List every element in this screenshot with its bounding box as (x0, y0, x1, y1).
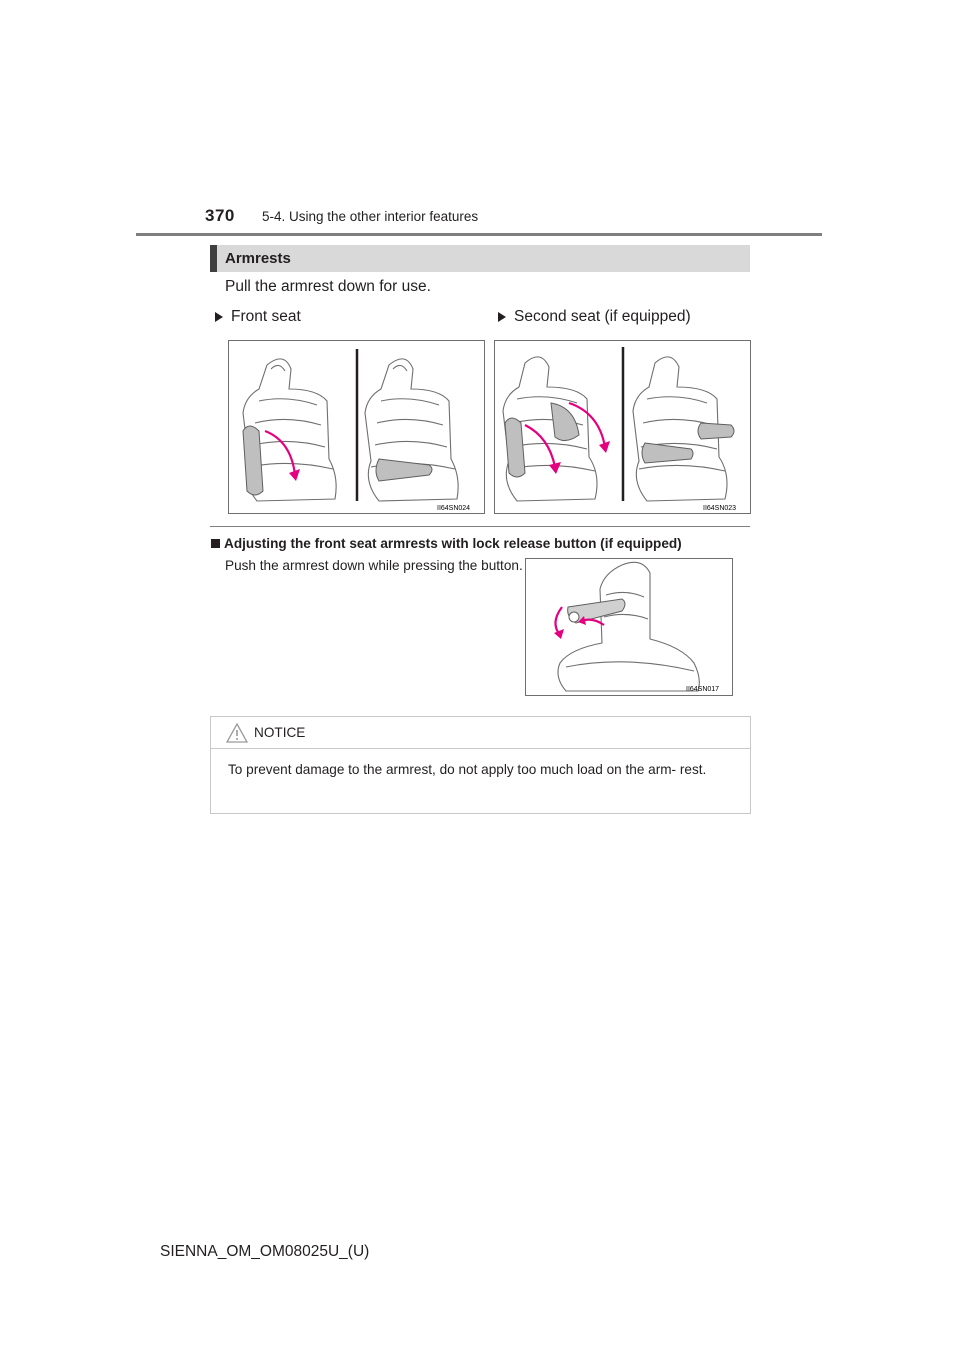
notice-title: NOTICE (254, 725, 306, 740)
front-seat-label-text: Front seat (231, 308, 301, 325)
chapter-title: 5-4. Using the other interior features (262, 209, 479, 224)
figure-id-second: II64SN023 (703, 505, 737, 512)
front-seat-illustration (229, 341, 484, 513)
figure-id-lock: II64SN017 (686, 686, 720, 693)
front-seat-label (215, 308, 301, 326)
figure-id-front: II64SN024 (437, 505, 471, 512)
warning-triangle-icon (226, 723, 248, 743)
footer-doc-code: SIENNA_OM_OM08025U_(U) (160, 1243, 370, 1260)
intro-text: Pull the armrest down for use. (225, 278, 431, 295)
notice-box (210, 716, 751, 814)
second-seat-figure (494, 340, 751, 514)
adjusting-heading-text: Adjusting the front seat armrests with lock release button (if equipped) (224, 536, 682, 551)
lock-release-figure (525, 558, 733, 696)
notice-header (211, 717, 750, 749)
section-divider (210, 526, 750, 527)
header-rule (136, 233, 822, 236)
adjusting-body: Push the armrest down while pressing the button. (225, 558, 523, 573)
second-seat-illustration (495, 341, 750, 513)
second-seat-label (498, 308, 691, 326)
square-bullet-icon (211, 539, 220, 548)
lock-release-illustration (526, 559, 732, 695)
section-title: Armrests (225, 250, 291, 267)
triangle-bullet-icon (498, 312, 506, 322)
adjusting-heading (211, 536, 682, 551)
second-seat-label-text: Second seat (if equipped) (514, 308, 691, 325)
page-number: 370 (205, 206, 235, 225)
triangle-bullet-icon (215, 312, 223, 322)
front-seat-figure (228, 340, 485, 514)
section-marker (210, 245, 217, 272)
notice-text: To prevent damage to the armrest, do not apply too much load on the arm- rest. (228, 762, 707, 777)
section-header-armrests (210, 245, 750, 272)
